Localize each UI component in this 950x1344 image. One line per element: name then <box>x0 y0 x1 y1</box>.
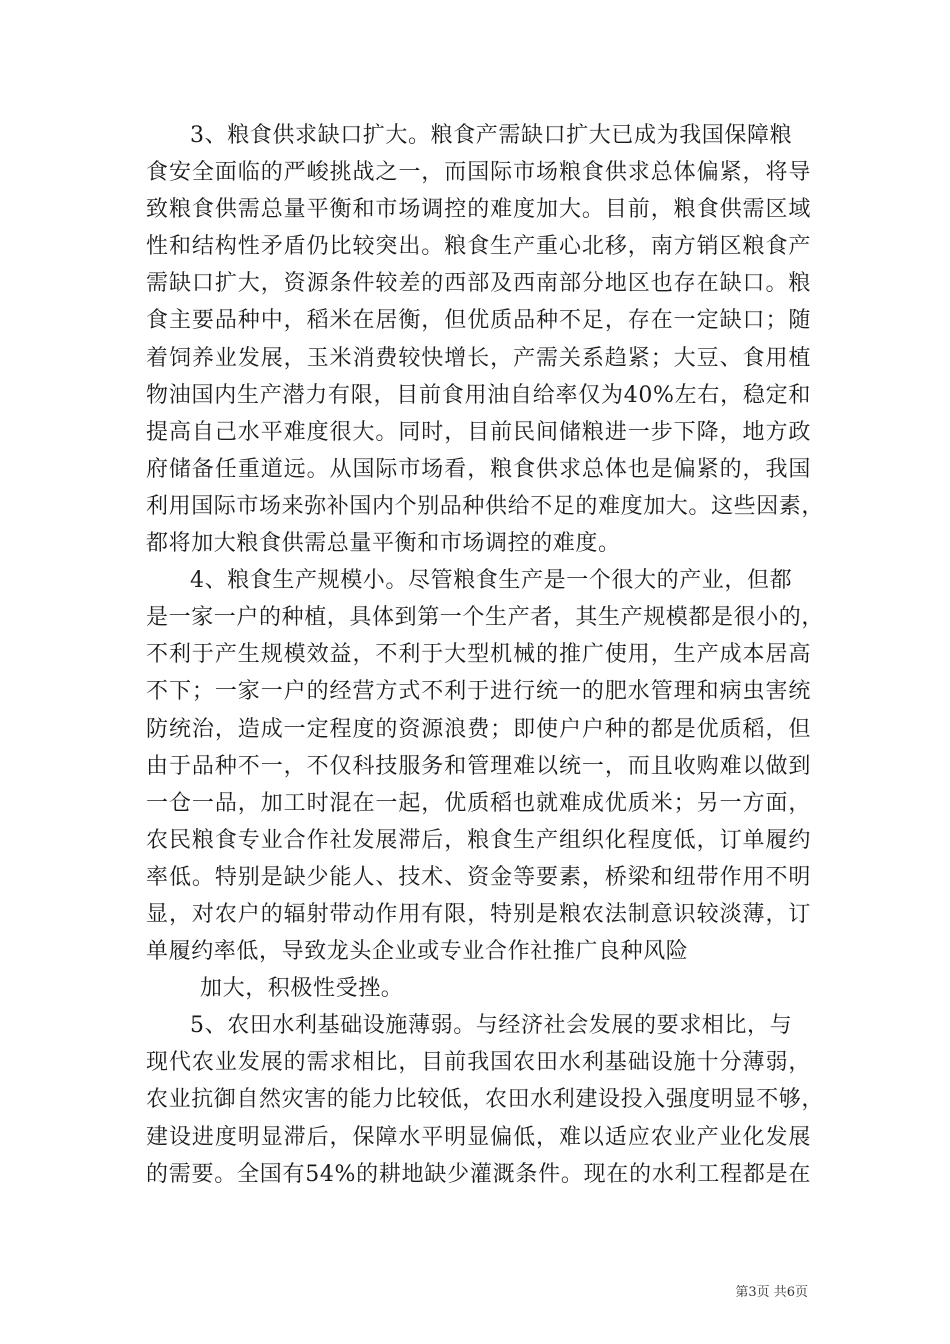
text-line: 农业抗御自然灾害的能力比较低，农田水利建设投入强度明显不够， <box>146 1087 825 1113</box>
text-line: 加大，积极性受挫。 <box>200 976 404 1002</box>
body-text <box>146 117 825 1193</box>
text-line: 需缺口扩大，资源条件较差的西部及西南部分地区也存在缺口。粮 <box>146 271 811 297</box>
text-line: 率低。特别是缺少能人、技术、资金等要素，桥梁和纽带作用不明 <box>146 864 811 890</box>
text-line: 致粮食供需总量平衡和市场调控的难度加大。目前，粮食供需区域 <box>146 197 811 223</box>
text-line: 建设进度明显滞后，保障水平明显偏低，难以适应农业产业化发展 <box>146 1124 811 1150</box>
text-line: 利用国际市场来弥补国内个别品种供给不足的难度加大。这些因素， <box>146 493 825 519</box>
text-line: 府储备任重道远。从国际市场看，粮食供求总体也是偏紧的，我国 <box>146 456 811 482</box>
text-line: 是一家一户的种植，具体到第一个生产者，其生产规模都是很小的， <box>146 605 825 631</box>
text-line: 物油国内生产潜力有限，目前食用油自给率仅为40%左右，稳定和 <box>146 382 811 408</box>
text-line: 不下；一家一户的经营方式不利于进行统一的肥水管理和病虫害统 <box>146 679 811 705</box>
text-line: 现代农业发展的需求相比，目前我国农田水利基础设施十分薄弱， <box>146 1050 811 1076</box>
page-number-footer: 第3页 共6页 <box>735 1285 808 1300</box>
text-line: 提高自己水平难度很大。同时，目前民间储粮进一步下降，地方政 <box>146 419 811 445</box>
text-line: 性和结构性矛盾仍比较突出。粮食生产重心北移，南方销区粮食产 <box>146 234 811 260</box>
text-line: 单履约率低，导致龙头企业或专业合作社推广良种风险 <box>146 939 689 965</box>
text-line: 显，对农户的辐射带动作用有限，特别是粮农法制意识较淡薄，订 <box>146 901 811 927</box>
text-line: 食安全面临的严峻挑战之一，而国际市场粮食供求总体偏紧，将导 <box>146 160 811 186</box>
text-line: 防统治，造成一定程度的资源浪费；即使户户种的都是优质稻，但 <box>146 716 811 742</box>
text-line: 都将加大粮食供需总量平衡和市场调控的难度。 <box>146 531 621 557</box>
text-line: 4、粮食生产规模小。尽管粮食生产是一个很大的产业，但都 <box>190 568 793 594</box>
text-line: 3、粮食供求缺口扩大。粮食产需缺口扩大已成为我国保障粮 <box>190 123 793 148</box>
text-line: 不利于产生规模效益，不利于大型机械的推广使用，生产成本居高 <box>146 642 811 668</box>
text-line: 5、农田水利基础设施薄弱。与经济社会发展的要求相比，与 <box>190 1013 793 1039</box>
text-line: 农民粮食专业合作社发展滞后，粮食生产组织化程度低，订单履约 <box>146 827 811 853</box>
text-line: 一仓一品，加工时混在一起，优质稻也就难成优质米；另一方面， <box>146 790 811 816</box>
text-line: 食主要品种中，稻米在居衡，但优质品种不足，存在一定缺口；随 <box>146 308 811 334</box>
text-line: 由于品种不一，不仅科技服务和管理难以统一，而且收购难以做到 <box>146 753 811 779</box>
text-line: 着饲养业发展，玉米消费较快增长，产需关系趋紧；大豆、食用植 <box>146 345 811 371</box>
text-line: 的需要。全国有54%的耕地缺少灌溉条件。现在的水利工程都是在 <box>146 1161 811 1187</box>
